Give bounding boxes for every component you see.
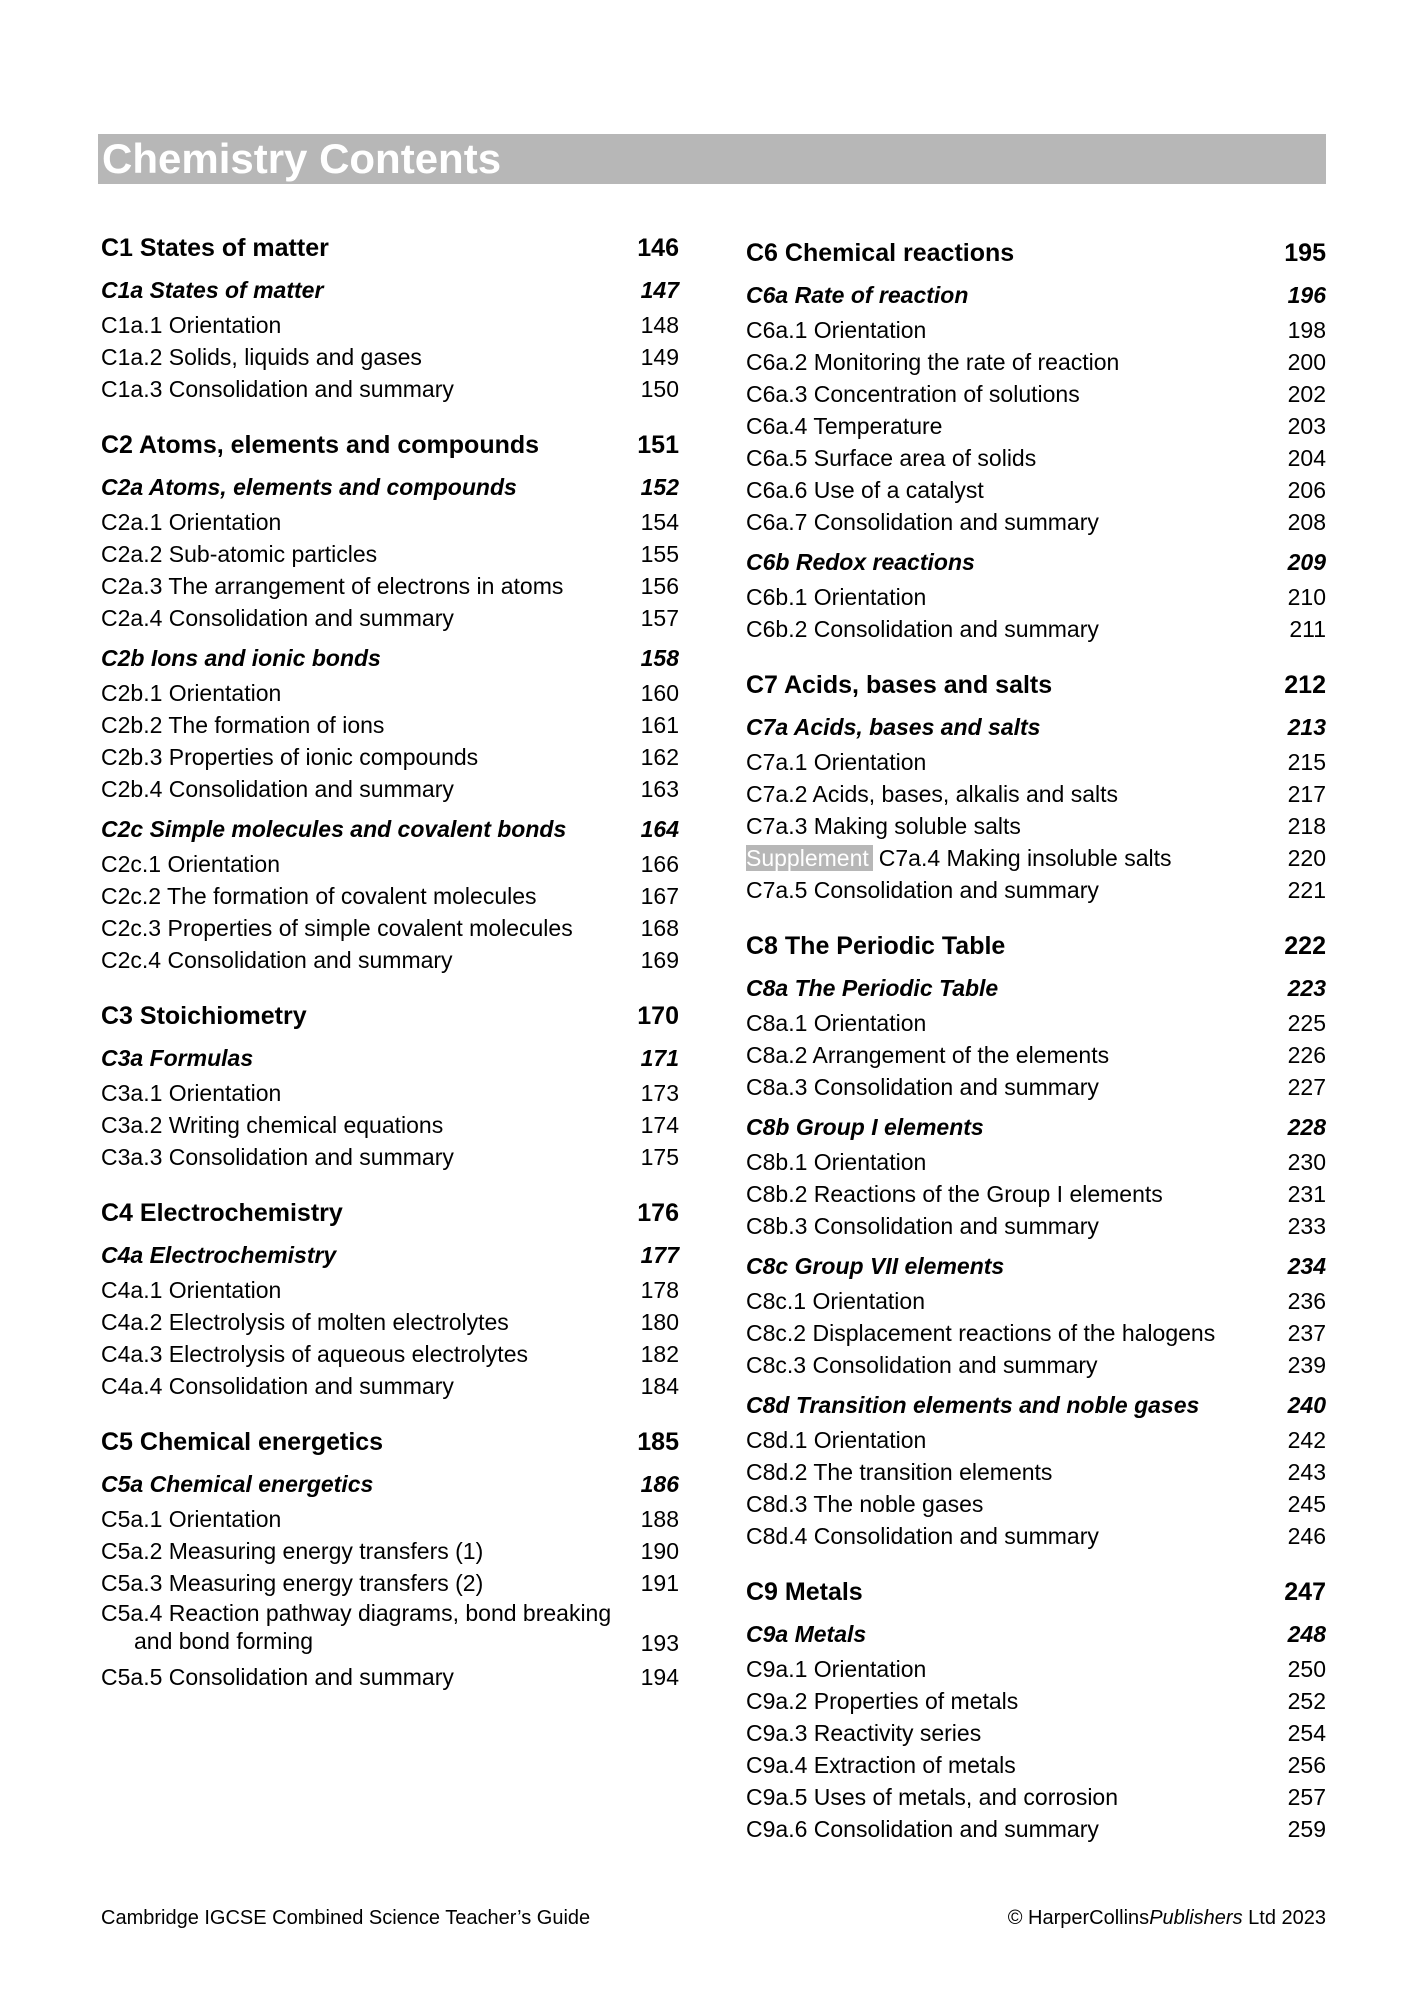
toc-item-row [101, 309, 679, 341]
toc-page-number: 215 [1287, 749, 1326, 775]
toc-page-number: 151 [637, 431, 679, 459]
toc-item-row [746, 613, 1326, 645]
toc-page-number: 195 [1284, 239, 1326, 267]
toc-page-number: 148 [640, 312, 679, 338]
toc-page-number: 257 [1287, 1784, 1326, 1810]
toc-item-row [101, 912, 679, 944]
toc-chapter-row [101, 429, 679, 461]
toc-item-row [101, 1599, 679, 1663]
toc-entry-label: C3a.3 Consolidation and summary [101, 1144, 454, 1170]
toc-page-number: 246 [1287, 1523, 1326, 1549]
toc-item-row [746, 1146, 1326, 1178]
toc-entry-label: C2c.2 The formation of covalent molecules [101, 883, 537, 909]
toc-section-row [101, 1042, 679, 1074]
toc-entry-label: C5 Chemical energetics [101, 1428, 384, 1456]
toc-chapter-row [746, 237, 1326, 269]
toc-item-row [746, 410, 1326, 442]
toc-page-number: 220 [1287, 845, 1326, 871]
toc-section-row [746, 972, 1326, 1004]
toc-entry-label: C2a.3 The arrangement of electrons in atoms [101, 573, 564, 599]
toc-entry-label: C5a.2 Measuring energy transfers (1) [101, 1538, 484, 1564]
toc-entry-label: C6a.2 Monitoring the rate of reaction [746, 349, 1120, 375]
toc-page-number: 156 [640, 573, 679, 599]
toc-item-row [746, 1210, 1326, 1242]
toc-page-number: 170 [637, 1002, 679, 1030]
toc-page-number: 152 [640, 474, 679, 500]
toc-page-number: 233 [1287, 1213, 1326, 1239]
toc-item-row [101, 1306, 679, 1338]
toc-page-number: 160 [640, 680, 679, 706]
toc-page-number: 231 [1287, 1181, 1326, 1207]
title-bar [98, 134, 1326, 184]
toc-page-number: 186 [640, 1471, 679, 1497]
toc-page-number: 149 [640, 344, 679, 370]
toc-chapter-row [101, 232, 679, 264]
toc-page-number: 176 [637, 1199, 679, 1227]
toc-page-number: 204 [1287, 445, 1326, 471]
toc-section-row [101, 1239, 679, 1271]
toc-entry-label: C6b.2 Consolidation and summary [746, 616, 1099, 642]
toc-entry-label: C2c.1 Orientation [101, 851, 280, 877]
toc-item-row [746, 474, 1326, 506]
toc-item-row [746, 314, 1326, 346]
toc-entry-label: C7a Acids, bases and salts [746, 714, 1041, 740]
toc-page-number: 217 [1287, 781, 1326, 807]
toc-entry-label: C7a.1 Orientation [746, 749, 927, 775]
toc-page-number: 146 [637, 234, 679, 262]
toc-chapter-row [101, 1426, 679, 1458]
toc-page-number: 208 [1287, 509, 1326, 535]
toc-item-row [746, 1813, 1326, 1845]
toc-entry-label: C1 States of matter [101, 234, 329, 262]
toc-entry-label: C6 Chemical reactions [746, 239, 1015, 267]
footer-copyright-suffix: Ltd 2023 [1242, 1907, 1326, 1929]
toc-item-row [746, 746, 1326, 778]
toc-item-row [101, 677, 679, 709]
toc-entry-label: C9a.4 Extraction of metals [746, 1752, 1016, 1778]
toc-chapter-row [746, 669, 1326, 701]
toc-page-number: 154 [640, 509, 679, 535]
toc-entry-label: C6a.1 Orientation [746, 317, 927, 343]
toc-entry-label: C8b.3 Consolidation and summary [746, 1213, 1099, 1239]
toc-page-number: 213 [1287, 714, 1326, 740]
toc-item-row [746, 1781, 1326, 1813]
toc-page-number: 190 [640, 1538, 679, 1564]
toc-entry-label: C8a.3 Consolidation and summary [746, 1074, 1099, 1100]
toc-page-number: 234 [1287, 1253, 1326, 1279]
toc-entry-label: C8d.2 The transition elements [746, 1459, 1053, 1485]
toc-entry-label: C2b.4 Consolidation and summary [101, 776, 454, 802]
toc-entry-label: C3a.2 Writing chemical equations [101, 1112, 444, 1138]
toc-entry-label: C7 Acids, bases and salts [746, 671, 1053, 699]
toc-entry-label: C6a.3 Concentration of solutions [746, 381, 1080, 407]
toc-item-row [746, 581, 1326, 613]
toc-page-number: 194 [640, 1664, 679, 1690]
toc-item-row [746, 1071, 1326, 1103]
toc-entry-text: C7a.4 Making insoluble salts [878, 845, 1172, 871]
toc-section-row [101, 274, 679, 306]
footer-left-text: Cambridge IGCSE Combined Science Teacher’s Guide [101, 1907, 591, 1929]
toc-item-row [101, 773, 679, 805]
toc-entry-label: C9a.2 Properties of metals [746, 1688, 1019, 1714]
toc-page-number: 158 [640, 645, 679, 671]
toc-entry-label: C8b.1 Orientation [746, 1149, 927, 1175]
toc-item-row [101, 506, 679, 538]
toc-page-number: 177 [640, 1242, 679, 1268]
toc-entry-label: C5a.1 Orientation [101, 1506, 282, 1532]
toc-page-number: 226 [1287, 1042, 1326, 1068]
toc-page-number: 188 [640, 1506, 679, 1532]
toc-page-number: 248 [1287, 1621, 1326, 1647]
toc-item-row [101, 1370, 679, 1402]
toc-page-number: 163 [640, 776, 679, 802]
toc-entry-label: C2b.2 The formation of ions [101, 712, 385, 738]
toc-item-row [101, 944, 679, 976]
toc-section-row [101, 642, 679, 674]
toc-entry-label: C8d.3 The noble gases [746, 1491, 984, 1517]
toc-item-row [746, 1349, 1326, 1381]
toc-page-number: 174 [640, 1112, 679, 1138]
toc-chapter-row [101, 1000, 679, 1032]
toc-item-row [746, 1653, 1326, 1685]
toc-page-number: 196 [1287, 282, 1326, 308]
toc-item-row [101, 602, 679, 634]
toc-page-number: 168 [640, 915, 679, 941]
toc-entry-label: C5a Chemical energetics [101, 1471, 374, 1497]
toc-entry-label: C4 Electrochemistry [101, 1199, 343, 1227]
toc-entry-label: C2a.2 Sub-atomic particles [101, 541, 378, 567]
toc-entry-label: C9a Metals [746, 1621, 867, 1647]
toc-item-row [746, 874, 1326, 906]
toc-entry-label: C6a.4 Temperature [746, 413, 943, 439]
toc-page-number: 256 [1287, 1752, 1326, 1778]
toc-entry-text-continued: and bond forming [134, 1628, 314, 1654]
toc-item-row [746, 842, 1326, 874]
toc-entry-label: C8d.1 Orientation [746, 1427, 927, 1453]
toc-entry-label: C9a.1 Orientation [746, 1656, 927, 1682]
toc-entry-label: C5a.5 Consolidation and summary [101, 1664, 454, 1690]
toc-page-number: 173 [640, 1080, 679, 1106]
toc-page-number: 166 [640, 851, 679, 877]
toc-item-row [746, 1456, 1326, 1488]
toc-page-number: 203 [1287, 413, 1326, 439]
toc-item-row [101, 741, 679, 773]
toc-item-row [746, 1424, 1326, 1456]
footer-copyright-italic: Publishers [1149, 1907, 1243, 1929]
toc-page-number: 175 [640, 1144, 679, 1170]
toc-item-row [101, 538, 679, 570]
toc-section-row [746, 1618, 1326, 1650]
toc-item-row [746, 1520, 1326, 1552]
toc-entry-label: C3 Stoichiometry [101, 1002, 307, 1030]
toc-entry-label: C8c.3 Consolidation and summary [746, 1352, 1098, 1378]
toc-item-row [746, 378, 1326, 410]
toc-item-row [101, 570, 679, 602]
toc-entry-label: C8b.2 Reactions of the Group I elements [746, 1181, 1163, 1207]
toc-item-row [101, 1077, 679, 1109]
toc-page-number: 237 [1287, 1320, 1326, 1346]
toc-entry-label [746, 842, 1172, 874]
toc-entry-label: C6a.6 Use of a catalyst [746, 477, 984, 503]
toc-page-number: 147 [640, 277, 679, 303]
toc-page-number: 167 [640, 883, 679, 909]
toc-page-number: 178 [640, 1277, 679, 1303]
toc-section-row [746, 1111, 1326, 1143]
toc-entry-label: C9a.6 Consolidation and summary [746, 1816, 1099, 1842]
toc-page-number: 202 [1287, 381, 1326, 407]
toc-entry-label: C4a.3 Electrolysis of aqueous electrolytes [101, 1341, 528, 1367]
toc-entry-label: C2b.3 Properties of ionic compounds [101, 744, 479, 770]
toc-page-number: 225 [1287, 1010, 1326, 1036]
toc-page-number: 171 [640, 1045, 679, 1071]
toc-entry-label: C6a Rate of reaction [746, 282, 969, 308]
toc-item-row [101, 1141, 679, 1173]
toc-item-row [746, 1178, 1326, 1210]
toc-entry-label: C2 Atoms, elements and compounds [101, 431, 540, 459]
toc-page-number: 212 [1284, 671, 1326, 699]
toc-section-row [101, 1468, 679, 1500]
toc-page-number: 210 [1287, 584, 1326, 610]
toc-entry-label: C8c.1 Orientation [746, 1288, 925, 1314]
toc-entry-label: C9a.3 Reactivity series [746, 1720, 982, 1746]
toc-chapter-row [746, 930, 1326, 962]
toc-entry-label: C8b Group I elements [746, 1114, 984, 1140]
toc-page-number: 150 [640, 376, 679, 402]
toc-page-number: 157 [640, 605, 679, 631]
toc-page-number: 164 [640, 816, 679, 842]
toc-entry-label: C2c Simple molecules and covalent bonds [101, 816, 567, 842]
toc-item-row [746, 1317, 1326, 1349]
toc-page-number: 191 [640, 1570, 679, 1596]
toc-entry-label: C8d.4 Consolidation and summary [746, 1523, 1099, 1549]
toc-entry-label: C9a.5 Uses of metals, and corrosion [746, 1784, 1119, 1810]
toc-entry-label: C5a.3 Measuring energy transfers (2) [101, 1570, 484, 1596]
toc-page-number: 211 [1289, 616, 1326, 642]
toc-entry-label: C1a States of matter [101, 277, 324, 303]
toc-item-row [746, 1039, 1326, 1071]
toc-entry-label: C6a.5 Surface area of solids [746, 445, 1037, 471]
toc-item-row [746, 506, 1326, 538]
toc-entry-label: C2c.4 Consolidation and summary [101, 947, 453, 973]
toc-page-number: 230 [1287, 1149, 1326, 1175]
toc-page-number: 236 [1287, 1288, 1326, 1314]
supplement-badge: Supplement [746, 845, 873, 871]
toc-entry-label: C1a.2 Solids, liquids and gases [101, 344, 422, 370]
toc-entry-label: C7a.2 Acids, bases, alkalis and salts [746, 781, 1119, 807]
toc-entry-label: C3a Formulas [101, 1045, 254, 1071]
toc-section-row [101, 471, 679, 503]
toc-section-row [746, 279, 1326, 311]
toc-entry-label: C2b Ions and ionic bonds [101, 645, 381, 671]
toc-chapter-row [101, 1197, 679, 1229]
toc-page-number: 200 [1287, 349, 1326, 375]
toc-page-number: 250 [1287, 1656, 1326, 1682]
toc-item-row [746, 346, 1326, 378]
toc-item-row [101, 341, 679, 373]
toc-page-number: 243 [1287, 1459, 1326, 1485]
toc-entry-label: C8 The Periodic Table [746, 932, 1006, 960]
page-title: Chemistry Contents [102, 135, 502, 182]
toc-entry-label: C2a.4 Consolidation and summary [101, 605, 454, 631]
toc-page-number: 161 [640, 712, 679, 738]
toc-item-row [746, 778, 1326, 810]
toc-page-number: 155 [640, 541, 679, 567]
toc-section-row [746, 1389, 1326, 1421]
toc-page-number: 209 [1287, 549, 1326, 575]
toc-page-number: 182 [640, 1341, 679, 1367]
toc-item-row [101, 1567, 679, 1599]
toc-item-row [746, 1007, 1326, 1039]
toc-entry-label: C2b.1 Orientation [101, 680, 282, 706]
toc-entry-label: C8c.2 Displacement reactions of the halogens [746, 1320, 1216, 1346]
toc-entry-label: C8a The Periodic Table [746, 975, 999, 1001]
toc-page-number: 221 [1287, 877, 1326, 903]
toc-item-row [746, 1717, 1326, 1749]
toc-entry-text: C5a.4 Reaction pathway diagrams, bond breaking [101, 1600, 612, 1626]
toc-item-row [746, 1685, 1326, 1717]
toc-section-row [101, 813, 679, 845]
toc-page-number: 259 [1287, 1816, 1326, 1842]
toc-item-row [746, 810, 1326, 842]
toc-page-number: 206 [1287, 477, 1326, 503]
toc-entry-label: C8d Transition elements and noble gases [746, 1392, 1200, 1418]
toc-item-row [101, 373, 679, 405]
toc-entry-label: C4a Electrochemistry [101, 1242, 337, 1268]
toc-entry-label: C6a.7 Consolidation and summary [746, 509, 1099, 535]
toc-entry-label: C4a.4 Consolidation and summary [101, 1373, 454, 1399]
toc-page-number: 247 [1284, 1578, 1326, 1606]
toc-item-row [101, 880, 679, 912]
toc-page-number: 239 [1287, 1352, 1326, 1378]
toc-item-row [746, 1488, 1326, 1520]
toc-item-row [101, 1535, 679, 1567]
toc-page-number: 198 [1287, 317, 1326, 343]
toc-entry-label: C7a.3 Making soluble salts [746, 813, 1021, 839]
toc-entry-label: C8a.2 Arrangement of the elements [746, 1042, 1110, 1068]
toc-page-number: 218 [1287, 813, 1326, 839]
toc-entry-label: C8a.1 Orientation [746, 1010, 927, 1036]
toc-page-number: 240 [1287, 1392, 1326, 1418]
toc-item-row [101, 1338, 679, 1370]
toc-entry-label: C8c Group VII elements [746, 1253, 1005, 1279]
toc-entry-label: C2a Atoms, elements and compounds [101, 474, 517, 500]
toc-item-row [746, 442, 1326, 474]
toc-page-number: 193 [640, 1630, 679, 1656]
toc-page-number: 185 [637, 1428, 679, 1456]
toc-page-number: 162 [640, 744, 679, 770]
toc-item-row [101, 1274, 679, 1306]
toc-entry-label: C9 Metals [746, 1578, 863, 1606]
toc-entry-label: C6b.1 Orientation [746, 584, 927, 610]
toc-section-row [746, 546, 1326, 578]
toc-entry-label: C3a.1 Orientation [101, 1080, 282, 1106]
toc-entry-label: C2c.3 Properties of simple covalent molecules [101, 915, 573, 941]
toc-page-number: 254 [1287, 1720, 1326, 1746]
toc-item-row [101, 1109, 679, 1141]
toc-page-number: 222 [1284, 932, 1326, 960]
footer-copyright-prefix: © HarperCollins [1007, 1907, 1150, 1929]
toc-entry-label: C6b Redox reactions [746, 549, 975, 575]
toc-page-number: 180 [640, 1309, 679, 1335]
toc-item-row [101, 1503, 679, 1535]
toc-item-row [101, 709, 679, 741]
toc-entry-label: C2a.1 Orientation [101, 509, 282, 535]
toc-item-row [101, 848, 679, 880]
toc-entry-label: C4a.1 Orientation [101, 1277, 282, 1303]
toc-entry-label: C1a.1 Orientation [101, 312, 282, 338]
toc-page-number: 245 [1287, 1491, 1326, 1517]
toc-item-row [101, 1661, 679, 1693]
toc-page-number: 169 [640, 947, 679, 973]
toc-entry-label [101, 1599, 661, 1655]
toc-page-number: 242 [1287, 1427, 1326, 1453]
toc-section-row [746, 1250, 1326, 1282]
toc-entry-label: C1a.3 Consolidation and summary [101, 376, 454, 402]
footer-right-text [1008, 1906, 1326, 1930]
toc-page-number: 228 [1287, 1114, 1326, 1140]
toc-chapter-row [746, 1576, 1326, 1608]
toc-page-number: 223 [1287, 975, 1326, 1001]
toc-entry-label: C7a.5 Consolidation and summary [746, 877, 1099, 903]
toc-page-number: 252 [1287, 1688, 1326, 1714]
toc-entry-label: C4a.2 Electrolysis of molten electrolytes [101, 1309, 509, 1335]
toc-page-number: 227 [1287, 1074, 1326, 1100]
toc-section-row [746, 711, 1326, 743]
toc-page-number: 184 [640, 1373, 679, 1399]
toc-item-row [746, 1285, 1326, 1317]
toc-item-row [746, 1749, 1326, 1781]
